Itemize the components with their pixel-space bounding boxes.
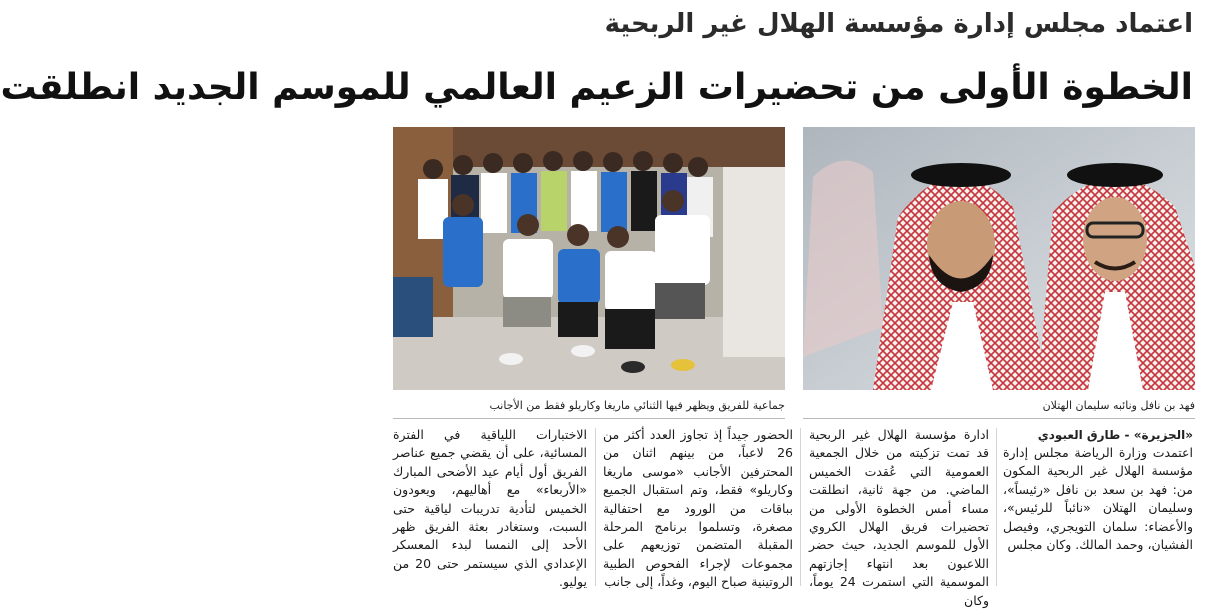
article-paragraph: الاختبارات اللياقية في الفترة المسائية، على أن يقضي جميع عناصر الفريق أول أيام عيد الأضحى المبارك «الأربعاء» مع أهاليهم، ويعودون الخميس لتأدية تدريبات لياقية حتى السبت، وستغادر بعثة الفريق ظهر الأحد إلى النمسا لبدء المعسكر الإعدادي الذي سيستمر حتى 20 من يوليو. bbox=[393, 427, 587, 590]
team-photo-drawing bbox=[393, 127, 785, 390]
headline-main: الخطوة الأولى من تحضيرات الزعيم العالمي للموسم الجديد انطلقت bbox=[0, 67, 1193, 108]
caption-divider bbox=[803, 418, 1195, 419]
caption-divider bbox=[393, 418, 785, 419]
team-photo-caption: جماعية للفريق ويظهر فيها الثنائي ماريغا وكاريلو فقط من الأجانب bbox=[489, 399, 785, 412]
article-column-2 bbox=[809, 426, 989, 608]
column-divider bbox=[800, 428, 801, 586]
team-photo bbox=[393, 127, 785, 390]
article-column-3 bbox=[603, 426, 793, 588]
officials-photo-caption: فهد بن نافل ونائبه سليمان الهتلان bbox=[1042, 399, 1195, 412]
column-divider bbox=[595, 428, 596, 586]
article-column-1 bbox=[1003, 444, 1193, 590]
article-paragraph: اعتمدت وزارة الرياضة مجلس إدارة مؤسسة الهلال غير الربحية المكون من: فهد بن سعد بن نافل «رئيساً»، وسليمان الهتلان «نائباً للرئيس»، والأعضاء: سلمان التويجري، وفيصل الفشيان، وحمد المالك. وكان مجلس bbox=[1003, 445, 1193, 553]
byline: «الجزيرة» - طارق العبودي bbox=[1037, 428, 1193, 442]
column-divider bbox=[996, 428, 997, 586]
article-column-4 bbox=[393, 426, 587, 588]
article-paragraph: ادارة مؤسسة الهلال غير الربحية قد تمت تزكيته من خلال الجمعية العمومية التي عُقدت الخميس الماضي. من جهة ثانية، انطلقت مساء أمس الخطوة الأولى من تحضيرات فريق الهلال الكروي الأول للموسم الجديد، حيث حضر اللاعبون بعد انتهاء إجازتهم الموسمية التي استمرت 24 يوماً، وكان bbox=[809, 427, 989, 608]
officials-photo-drawing bbox=[803, 127, 1195, 390]
headline-kicker: اعتماد مجلس إدارة مؤسسة الهلال غير الربحية bbox=[604, 9, 1193, 39]
article-paragraph: الحضور جيداً إذ تجاوز العدد أكثر من 26 لاعباً، من بينهم اثنان من المحترفين الأجانب «موسى ماريغا وكاريلو» فقط، وتم استقبال الجميع بباقات من الورود مع احتفالية مصغرة، وتسلموا برنامج المرحلة المقبلة المتضمن توزيعهم على مجموعات لإجراء الفحوص الطبية الروتينية صباح اليوم، وغداً، إلى جانب bbox=[603, 427, 793, 590]
officials-photo bbox=[803, 127, 1195, 390]
